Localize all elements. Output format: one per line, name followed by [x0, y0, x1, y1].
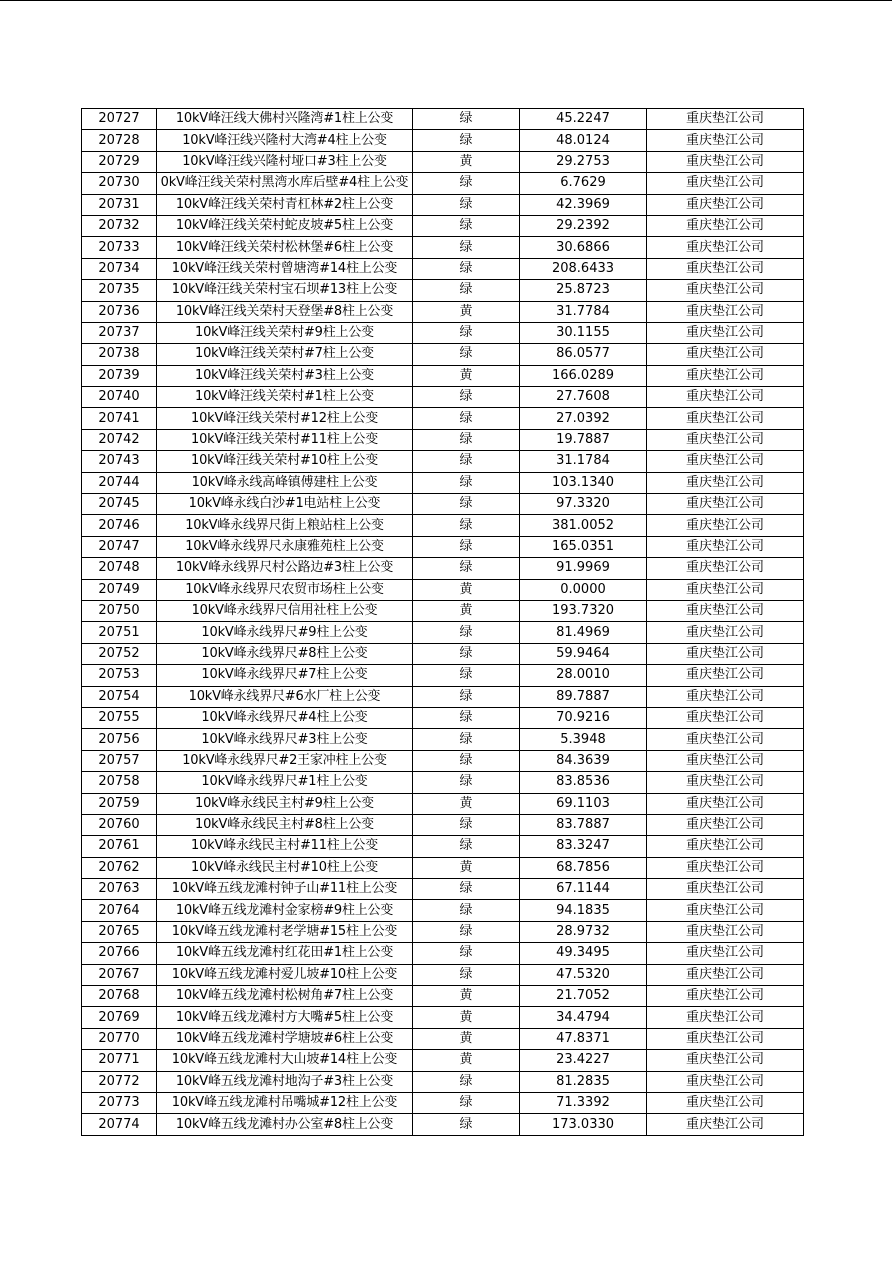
- status-color-cell: 绿: [413, 836, 520, 857]
- value-cell: 28.0010: [520, 665, 647, 686]
- table-row: [82, 237, 804, 258]
- status-color-cell: 黄: [413, 151, 520, 172]
- table-row: [82, 750, 804, 771]
- row-id-cell: 20754: [82, 686, 157, 707]
- value-cell: 5.3948: [520, 729, 647, 750]
- status-color-cell: 绿: [413, 173, 520, 194]
- status-color-cell: 绿: [413, 707, 520, 728]
- value-cell: 30.6866: [520, 237, 647, 258]
- value-cell: 68.7856: [520, 857, 647, 878]
- transformer-name-cell: 10kV峰永线界尺#2王家冲柱上公变: [157, 750, 413, 771]
- company-cell: 重庆垫江公司: [647, 215, 804, 236]
- transformer-name-cell: 10kV峰永线界尺#9柱上公变: [157, 622, 413, 643]
- row-id-cell: 20757: [82, 750, 157, 771]
- status-color-cell: 绿: [413, 408, 520, 429]
- status-color-cell: 绿: [413, 772, 520, 793]
- row-id-cell: 20733: [82, 237, 157, 258]
- row-id-cell: 20743: [82, 451, 157, 472]
- value-cell: 89.7887: [520, 686, 647, 707]
- row-id-cell: 20739: [82, 365, 157, 386]
- row-id-cell: 20769: [82, 1007, 157, 1028]
- company-cell: 重庆垫江公司: [647, 1007, 804, 1028]
- value-cell: 23.4227: [520, 1050, 647, 1071]
- row-id-cell: 20730: [82, 173, 157, 194]
- page-top-border: [0, 0, 892, 1]
- company-cell: 重庆垫江公司: [647, 793, 804, 814]
- value-cell: 94.1835: [520, 900, 647, 921]
- row-id-cell: 20747: [82, 536, 157, 557]
- table-row: [82, 1092, 804, 1113]
- row-id-cell: 20727: [82, 109, 157, 130]
- company-cell: 重庆垫江公司: [647, 258, 804, 279]
- status-color-cell: 黄: [413, 986, 520, 1007]
- value-cell: 48.0124: [520, 130, 647, 151]
- company-cell: 重庆垫江公司: [647, 900, 804, 921]
- company-cell: 重庆垫江公司: [647, 814, 804, 835]
- table-row: [82, 814, 804, 835]
- table-row: [82, 879, 804, 900]
- row-id-cell: 20756: [82, 729, 157, 750]
- row-id-cell: 20768: [82, 986, 157, 1007]
- table-row: [82, 258, 804, 279]
- table-row: [82, 665, 804, 686]
- table-row: [82, 1114, 804, 1135]
- row-id-cell: 20758: [82, 772, 157, 793]
- status-color-cell: 绿: [413, 1114, 520, 1135]
- row-id-cell: 20767: [82, 964, 157, 985]
- value-cell: 83.3247: [520, 836, 647, 857]
- transformer-name-cell: 10kV峰五线龙滩村大山坡#14柱上公变: [157, 1050, 413, 1071]
- table-row: [82, 707, 804, 728]
- row-id-cell: 20761: [82, 836, 157, 857]
- status-color-cell: 绿: [413, 451, 520, 472]
- company-cell: 重庆垫江公司: [647, 986, 804, 1007]
- value-cell: 381.0052: [520, 515, 647, 536]
- transformer-name-cell: 10kV峰五线龙滩村金家榜#9柱上公变: [157, 900, 413, 921]
- table-row: [82, 494, 804, 515]
- row-id-cell: 20744: [82, 472, 157, 493]
- company-cell: 重庆垫江公司: [647, 964, 804, 985]
- transformer-name-cell: 10kV峰汪线关荣村天登堡#8柱上公变: [157, 301, 413, 322]
- table-row: [82, 964, 804, 985]
- value-cell: 86.0577: [520, 344, 647, 365]
- transformer-name-cell: 10kV峰永线界尺#8柱上公变: [157, 643, 413, 664]
- status-color-cell: 黄: [413, 857, 520, 878]
- table-row: [82, 344, 804, 365]
- row-id-cell: 20774: [82, 1114, 157, 1135]
- table-row: [82, 130, 804, 151]
- company-cell: 重庆垫江公司: [647, 1092, 804, 1113]
- value-cell: 25.8723: [520, 280, 647, 301]
- table-row: [82, 772, 804, 793]
- row-id-cell: 20745: [82, 494, 157, 515]
- transformer-name-cell: 10kV峰汪线兴隆村垭口#3柱上公变: [157, 151, 413, 172]
- value-cell: 103.1340: [520, 472, 647, 493]
- transformer-name-cell: 10kV峰五线龙滩村学塘坡#6柱上公变: [157, 1028, 413, 1049]
- table-row: [82, 943, 804, 964]
- transformer-name-cell: 10kV峰汪线关荣村#3柱上公变: [157, 365, 413, 386]
- status-color-cell: 绿: [413, 622, 520, 643]
- company-cell: 重庆垫江公司: [647, 558, 804, 579]
- row-id-cell: 20728: [82, 130, 157, 151]
- value-cell: 42.3969: [520, 194, 647, 215]
- row-id-cell: 20749: [82, 579, 157, 600]
- transformer-name-cell: 10kV峰汪线兴隆村大湾#4柱上公变: [157, 130, 413, 151]
- status-color-cell: 绿: [413, 258, 520, 279]
- company-cell: 重庆垫江公司: [647, 750, 804, 771]
- transformer-name-cell: 10kV峰汪线关荣村宝石坝#13柱上公变: [157, 280, 413, 301]
- value-cell: 83.7887: [520, 814, 647, 835]
- status-color-cell: 黄: [413, 1028, 520, 1049]
- table-row: [82, 836, 804, 857]
- transformer-name-cell: 10kV峰五线龙滩村钟子山#11柱上公变: [157, 879, 413, 900]
- value-cell: 71.3392: [520, 1092, 647, 1113]
- status-color-cell: 黄: [413, 365, 520, 386]
- company-cell: 重庆垫江公司: [647, 109, 804, 130]
- table-row: [82, 857, 804, 878]
- value-cell: 173.0330: [520, 1114, 647, 1135]
- status-color-cell: 绿: [413, 109, 520, 130]
- status-color-cell: 绿: [413, 536, 520, 557]
- value-cell: 84.3639: [520, 750, 647, 771]
- company-cell: 重庆垫江公司: [647, 921, 804, 942]
- table-row: [82, 472, 804, 493]
- transformer-name-cell: 10kV峰永线界尺信用社柱上公变: [157, 600, 413, 621]
- status-color-cell: 绿: [413, 515, 520, 536]
- table-row: [82, 151, 804, 172]
- transformer-name-cell: 10kV峰五线龙滩村吊嘴城#12柱上公变: [157, 1092, 413, 1113]
- row-id-cell: 20772: [82, 1071, 157, 1092]
- status-color-cell: 黄: [413, 1007, 520, 1028]
- table-row: [82, 1007, 804, 1028]
- transformer-name-cell: 10kV峰汪线关荣村蛇皮坡#5柱上公变: [157, 215, 413, 236]
- status-color-cell: 绿: [413, 130, 520, 151]
- status-color-cell: 绿: [413, 429, 520, 450]
- table-row: [82, 686, 804, 707]
- table-row: [82, 600, 804, 621]
- company-cell: 重庆垫江公司: [647, 772, 804, 793]
- company-cell: 重庆垫江公司: [647, 494, 804, 515]
- status-color-cell: 绿: [413, 665, 520, 686]
- row-id-cell: 20771: [82, 1050, 157, 1071]
- company-cell: 重庆垫江公司: [647, 301, 804, 322]
- transformer-name-cell: 10kV峰汪线关荣村#1柱上公变: [157, 387, 413, 408]
- company-cell: 重庆垫江公司: [647, 1028, 804, 1049]
- value-cell: 67.1144: [520, 879, 647, 900]
- status-color-cell: 绿: [413, 964, 520, 985]
- status-color-cell: 绿: [413, 472, 520, 493]
- transformer-name-cell: 10kV峰永线民主村#10柱上公变: [157, 857, 413, 878]
- transformer-name-cell: 10kV峰汪线关荣村青杠林#2柱上公变: [157, 194, 413, 215]
- row-id-cell: 20773: [82, 1092, 157, 1113]
- value-cell: 193.7320: [520, 600, 647, 621]
- value-cell: 165.0351: [520, 536, 647, 557]
- company-cell: 重庆垫江公司: [647, 151, 804, 172]
- transformer-table: [81, 108, 804, 1136]
- status-color-cell: 绿: [413, 494, 520, 515]
- row-id-cell: 20738: [82, 344, 157, 365]
- table-row: [82, 579, 804, 600]
- status-color-cell: 绿: [413, 1092, 520, 1113]
- table-row: [82, 109, 804, 130]
- row-id-cell: 20755: [82, 707, 157, 728]
- table-row: [82, 280, 804, 301]
- value-cell: 208.6433: [520, 258, 647, 279]
- row-id-cell: 20760: [82, 814, 157, 835]
- table-row: [82, 365, 804, 386]
- value-cell: 81.2835: [520, 1071, 647, 1092]
- status-color-cell: 黄: [413, 301, 520, 322]
- transformer-name-cell: 10kV峰永线界尺#4柱上公变: [157, 707, 413, 728]
- status-color-cell: 黄: [413, 793, 520, 814]
- table-row: [82, 1050, 804, 1071]
- table-row: [82, 1071, 804, 1092]
- table-row: [82, 1028, 804, 1049]
- company-cell: 重庆垫江公司: [647, 579, 804, 600]
- row-id-cell: 20759: [82, 793, 157, 814]
- transformer-name-cell: 10kV峰永线界尺永康雅苑柱上公变: [157, 536, 413, 557]
- company-cell: 重庆垫江公司: [647, 130, 804, 151]
- table-row: [82, 900, 804, 921]
- row-id-cell: 20763: [82, 879, 157, 900]
- row-id-cell: 20752: [82, 643, 157, 664]
- transformer-name-cell: 10kV峰五线龙滩村老学塘#15柱上公变: [157, 921, 413, 942]
- row-id-cell: 20746: [82, 515, 157, 536]
- value-cell: 21.7052: [520, 986, 647, 1007]
- table-row: [82, 173, 804, 194]
- table-row: [82, 622, 804, 643]
- value-cell: 59.9464: [520, 643, 647, 664]
- value-cell: 6.7629: [520, 173, 647, 194]
- transformer-name-cell: 10kV峰永线白沙#1电站柱上公变: [157, 494, 413, 515]
- transformer-name-cell: 10kV峰永线界尺村公路边#3柱上公变: [157, 558, 413, 579]
- status-color-cell: 绿: [413, 194, 520, 215]
- table-body: [82, 109, 804, 1136]
- value-cell: 19.7887: [520, 429, 647, 450]
- value-cell: 81.4969: [520, 622, 647, 643]
- table-row: [82, 387, 804, 408]
- status-color-cell: 绿: [413, 686, 520, 707]
- transformer-name-cell: 10kV峰永线界尺#6水厂柱上公变: [157, 686, 413, 707]
- table-row: [82, 322, 804, 343]
- table-row: [82, 558, 804, 579]
- transformer-name-cell: 10kV峰汪线关荣村#9柱上公变: [157, 322, 413, 343]
- company-cell: 重庆垫江公司: [647, 408, 804, 429]
- transformer-name-cell: 10kV峰永线界尺街上粮站柱上公变: [157, 515, 413, 536]
- transformer-name-cell: 10kV峰五线龙滩村松树角#7柱上公变: [157, 986, 413, 1007]
- table-row: [82, 451, 804, 472]
- row-id-cell: 20731: [82, 194, 157, 215]
- table-row: [82, 536, 804, 557]
- company-cell: 重庆垫江公司: [647, 280, 804, 301]
- company-cell: 重庆垫江公司: [647, 344, 804, 365]
- company-cell: 重庆垫江公司: [647, 729, 804, 750]
- status-color-cell: 黄: [413, 579, 520, 600]
- company-cell: 重庆垫江公司: [647, 1071, 804, 1092]
- company-cell: 重庆垫江公司: [647, 857, 804, 878]
- value-cell: 83.8536: [520, 772, 647, 793]
- row-id-cell: 20750: [82, 600, 157, 621]
- row-id-cell: 20762: [82, 857, 157, 878]
- value-cell: 29.2392: [520, 215, 647, 236]
- status-color-cell: 绿: [413, 215, 520, 236]
- status-color-cell: 绿: [413, 387, 520, 408]
- company-cell: 重庆垫江公司: [647, 643, 804, 664]
- table-row: [82, 643, 804, 664]
- table-row: [82, 729, 804, 750]
- row-id-cell: 20740: [82, 387, 157, 408]
- value-cell: 28.9732: [520, 921, 647, 942]
- value-cell: 30.1155: [520, 322, 647, 343]
- table-row: [82, 215, 804, 236]
- transformer-name-cell: 10kV峰五线龙滩村爱儿坡#10柱上公变: [157, 964, 413, 985]
- value-cell: 0.0000: [520, 579, 647, 600]
- value-cell: 31.1784: [520, 451, 647, 472]
- company-cell: 重庆垫江公司: [647, 322, 804, 343]
- transformer-name-cell: 10kV峰汪线关荣村#7柱上公变: [157, 344, 413, 365]
- table-row: [82, 515, 804, 536]
- transformer-name-cell: 10kV峰永线民主村#8柱上公变: [157, 814, 413, 835]
- status-color-cell: 绿: [413, 943, 520, 964]
- transformer-name-cell: 10kV峰永线界尺农贸市场柱上公变: [157, 579, 413, 600]
- row-id-cell: 20736: [82, 301, 157, 322]
- row-id-cell: 20742: [82, 429, 157, 450]
- transformer-name-cell: 0kV峰汪线关荣村黑湾水库后壁#4柱上公变: [157, 173, 413, 194]
- value-cell: 91.9969: [520, 558, 647, 579]
- table-row: [82, 429, 804, 450]
- company-cell: 重庆垫江公司: [647, 665, 804, 686]
- transformer-name-cell: 10kV峰永线界尺#1柱上公变: [157, 772, 413, 793]
- company-cell: 重庆垫江公司: [647, 387, 804, 408]
- status-color-cell: 黄: [413, 1050, 520, 1071]
- value-cell: 45.2247: [520, 109, 647, 130]
- row-id-cell: 20741: [82, 408, 157, 429]
- table-row: [82, 194, 804, 215]
- company-cell: 重庆垫江公司: [647, 600, 804, 621]
- value-cell: 31.7784: [520, 301, 647, 322]
- company-cell: 重庆垫江公司: [647, 173, 804, 194]
- table-row: [82, 408, 804, 429]
- transformer-name-cell: 10kV峰汪线大佛村兴隆湾#1柱上公变: [157, 109, 413, 130]
- status-color-cell: 绿: [413, 729, 520, 750]
- company-cell: 重庆垫江公司: [647, 515, 804, 536]
- row-id-cell: 20766: [82, 943, 157, 964]
- value-cell: 49.3495: [520, 943, 647, 964]
- transformer-name-cell: 10kV峰永线高峰镇傅建柱上公变: [157, 472, 413, 493]
- value-cell: 69.1103: [520, 793, 647, 814]
- transformer-name-cell: 10kV峰永线民主村#9柱上公变: [157, 793, 413, 814]
- company-cell: 重庆垫江公司: [647, 237, 804, 258]
- value-cell: 166.0289: [520, 365, 647, 386]
- transformer-name-cell: 10kV峰汪线关荣村#12柱上公变: [157, 408, 413, 429]
- status-color-cell: 绿: [413, 814, 520, 835]
- value-cell: 29.2753: [520, 151, 647, 172]
- status-color-cell: 绿: [413, 643, 520, 664]
- row-id-cell: 20764: [82, 900, 157, 921]
- row-id-cell: 20765: [82, 921, 157, 942]
- status-color-cell: 绿: [413, 921, 520, 942]
- transformer-name-cell: 10kV峰永线界尺#7柱上公变: [157, 665, 413, 686]
- company-cell: 重庆垫江公司: [647, 451, 804, 472]
- company-cell: 重庆垫江公司: [647, 194, 804, 215]
- transformer-name-cell: 10kV峰五线龙滩村方大嘴#5柱上公变: [157, 1007, 413, 1028]
- table-row: [82, 986, 804, 1007]
- transformer-name-cell: 10kV峰五线龙滩村办公室#8柱上公变: [157, 1114, 413, 1135]
- status-color-cell: 黄: [413, 600, 520, 621]
- status-color-cell: 绿: [413, 879, 520, 900]
- status-color-cell: 绿: [413, 322, 520, 343]
- company-cell: 重庆垫江公司: [647, 879, 804, 900]
- company-cell: 重庆垫江公司: [647, 536, 804, 557]
- row-id-cell: 20729: [82, 151, 157, 172]
- row-id-cell: 20732: [82, 215, 157, 236]
- company-cell: 重庆垫江公司: [647, 707, 804, 728]
- status-color-cell: 绿: [413, 280, 520, 301]
- row-id-cell: 20748: [82, 558, 157, 579]
- transformer-name-cell: 10kV峰五线龙滩村红花田#1柱上公变: [157, 943, 413, 964]
- status-color-cell: 绿: [413, 900, 520, 921]
- status-color-cell: 绿: [413, 1071, 520, 1092]
- status-color-cell: 绿: [413, 558, 520, 579]
- status-color-cell: 绿: [413, 750, 520, 771]
- table-row: [82, 301, 804, 322]
- transformer-name-cell: 10kV峰永线民主村#11柱上公变: [157, 836, 413, 857]
- row-id-cell: 20753: [82, 665, 157, 686]
- value-cell: 27.0392: [520, 408, 647, 429]
- company-cell: 重庆垫江公司: [647, 472, 804, 493]
- value-cell: 47.8371: [520, 1028, 647, 1049]
- company-cell: 重庆垫江公司: [647, 1114, 804, 1135]
- row-id-cell: 20734: [82, 258, 157, 279]
- company-cell: 重庆垫江公司: [647, 836, 804, 857]
- value-cell: 27.7608: [520, 387, 647, 408]
- transformer-name-cell: 10kV峰汪线关荣村#11柱上公变: [157, 429, 413, 450]
- transformer-name-cell: 10kV峰汪线关荣村#10柱上公变: [157, 451, 413, 472]
- table-row: [82, 921, 804, 942]
- transformer-name-cell: 10kV峰永线界尺#3柱上公变: [157, 729, 413, 750]
- status-color-cell: 绿: [413, 237, 520, 258]
- company-cell: 重庆垫江公司: [647, 365, 804, 386]
- value-cell: 70.9216: [520, 707, 647, 728]
- company-cell: 重庆垫江公司: [647, 622, 804, 643]
- company-cell: 重庆垫江公司: [647, 686, 804, 707]
- row-id-cell: 20735: [82, 280, 157, 301]
- transformer-name-cell: 10kV峰汪线关荣村松林堡#6柱上公变: [157, 237, 413, 258]
- transformer-name-cell: 10kV峰汪线关荣村曾塘湾#14柱上公变: [157, 258, 413, 279]
- table-row: [82, 793, 804, 814]
- value-cell: 34.4794: [520, 1007, 647, 1028]
- company-cell: 重庆垫江公司: [647, 943, 804, 964]
- row-id-cell: 20751: [82, 622, 157, 643]
- row-id-cell: 20770: [82, 1028, 157, 1049]
- value-cell: 97.3320: [520, 494, 647, 515]
- company-cell: 重庆垫江公司: [647, 429, 804, 450]
- value-cell: 47.5320: [520, 964, 647, 985]
- transformer-name-cell: 10kV峰五线龙滩村地沟子#3柱上公变: [157, 1071, 413, 1092]
- row-id-cell: 20737: [82, 322, 157, 343]
- company-cell: 重庆垫江公司: [647, 1050, 804, 1071]
- status-color-cell: 绿: [413, 344, 520, 365]
